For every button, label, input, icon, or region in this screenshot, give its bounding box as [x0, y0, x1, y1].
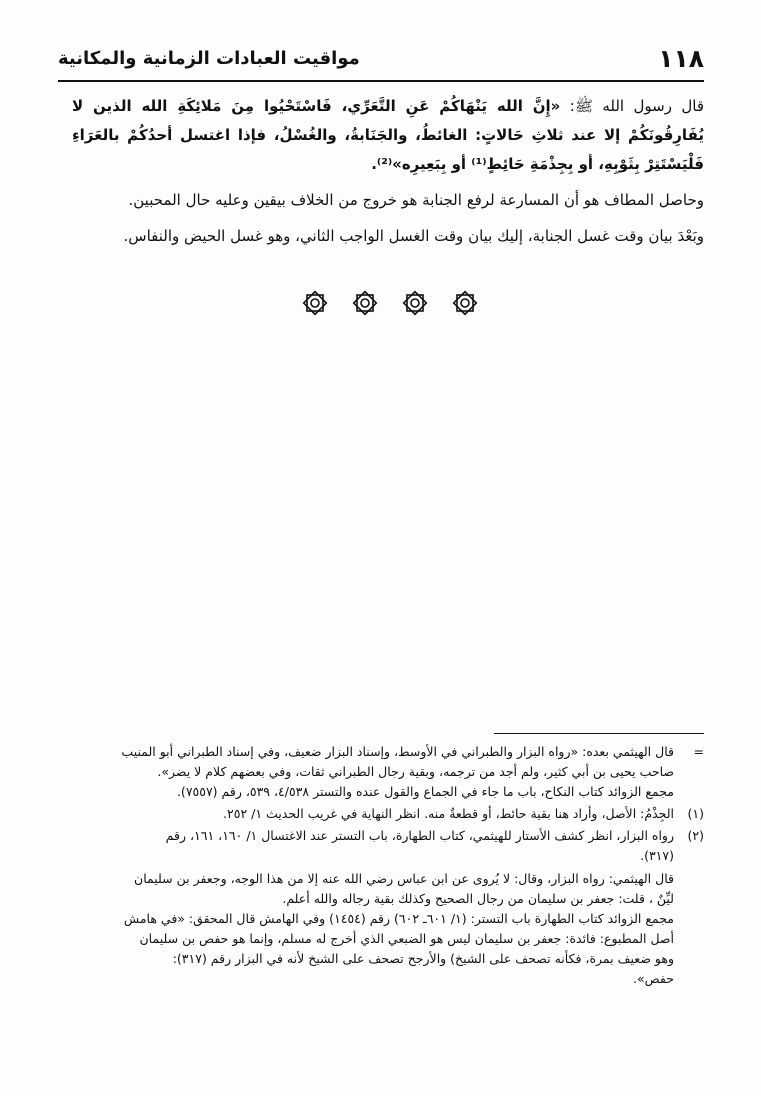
- footnote-marker: =: [693, 744, 704, 759]
- section-divider: [300, 288, 480, 318]
- star-ornament-icon: [350, 288, 380, 318]
- footnote-marker: (١): [687, 806, 704, 821]
- footnote-line: حفص».: [633, 971, 674, 986]
- footnote-separator: [494, 733, 704, 734]
- footnotes: [72, 742, 704, 989]
- footnote-2: [72, 826, 704, 866]
- footnote-line: صاحب يحيى بن أبي كثير، ولم أجد من ترجمه، وبقية رجال الطبراني ثقات، وفي بعضهم كلام لا يضر».: [157, 764, 674, 779]
- footnote-line: قال الهيثمي: رواه البزار، وقال: لا يُروى عن ابن عباس رضي الله عنه إلا من هذا الوجه، وجعفر بن سليمان: [134, 871, 674, 886]
- star-ornament-icon: [300, 288, 330, 318]
- footnote-line: ليِّنٌ ، قلت: جعفر بن سليمان من رجال الصحيح وكذلك بقية رجاله والله أعلم.: [282, 891, 674, 906]
- footnote-continuation: [72, 742, 704, 802]
- paragraph-conclusion: وحاصل المطاف هو أن المسارعة لرفع الجنابة هو خروج من الخلاف بيقين وعليه حال المحبين.: [128, 191, 704, 209]
- running-title: مواقيت العبادات الزمانية والمكانية: [58, 48, 360, 69]
- footnote-line: أصل المطبوع: فائدة: جعفر بن سليمان ليس هو الضبعي الذي أخرج له مسلم، وإنما هو حفص بن سليمان: [139, 931, 674, 946]
- footnote-line: مجمع الزوائد كتاب النكاح، باب ما جاء في الجماع والقول عنده والتستر ٤/٥٣٨، ٥٣٩، رقم (٧٥٥٧).: [176, 784, 674, 799]
- main-text: [72, 92, 704, 258]
- paragraph-hadith: [72, 92, 704, 179]
- footnote-marker: (٢): [687, 828, 704, 843]
- footnote-1: [72, 804, 704, 824]
- hadith-intro: قال رسول الله ﷺ:: [560, 97, 705, 115]
- footnote-body: الجِذْمُ: الأصل، وأراد هنا بقية حائط، أو قطعةٌ منه. انظر النهاية في غريب الحديث ١/ ٢٥٢.: [223, 806, 674, 821]
- hadith-quote: «إِنَّ الله يَنْهَاكُمْ عَنِ التَّعَرِّي، فَاسْتَحْيُوا مِنَ مَلائِكَةِ الله الذين لا يُفَارِقُونَكُمْ إلا عند ثلاثِ حَالاتٍ: الغائطُ، والجَنَابةُ، والغُسْلُ، فإذا اغتسل أحدُكُمْ بالعَرَاءِ فَلْيَسْتَتِرْ بِثَوْبِهِ، أو بِجِذْمَةِ حَائِطٍ⁽¹⁾ أو بِبَعِيرِه»⁽²⁾.: [72, 97, 704, 173]
- star-ornament-icon: [450, 288, 480, 318]
- footnote-line: (٣١٧).: [640, 848, 674, 863]
- footnote-line: رواه البزار، انظر كشف الأستار للهيثمي، كتاب الطهارة، باب التستر عند الاغتسال ١/ ١٦٠، ١٦١، رقم: [165, 828, 674, 843]
- footnote-line: وهو ضعيف بمرة، فكأنه تصحف على الشيخ) والأرجح تصحف على الشيخ لأنه في البزار رقم (٣١٧):: [172, 951, 674, 966]
- star-ornament-icon: [400, 288, 430, 318]
- page-number: ١١٨: [658, 44, 704, 73]
- page-header: [58, 40, 704, 82]
- footnote-body: [72, 742, 674, 802]
- paragraph-transition: وبَعْدَ بيان وقت غسل الجنابة، إليك بيان وقت الغسل الواجب الثاني، وهو غسل الحيض والنفاس.: [123, 227, 704, 245]
- footnote-body: [72, 826, 674, 866]
- footnote-line: مجمع الزوائد كتاب الطهارة باب التستر: (١/ ٦٠١ـ ٦٠٢) رقم (١٤٥٤) وفي الهامش قال المحقق: «في هامش: [123, 911, 674, 926]
- footnote-2-commentary: [72, 869, 674, 989]
- footnote-line: قال الهيثمي بعده: «رواه البزار والطبراني في الأوسط، وإسناد البزار ضعيف، وفي إسناد الطبراني أبو المنيب: [121, 744, 674, 759]
